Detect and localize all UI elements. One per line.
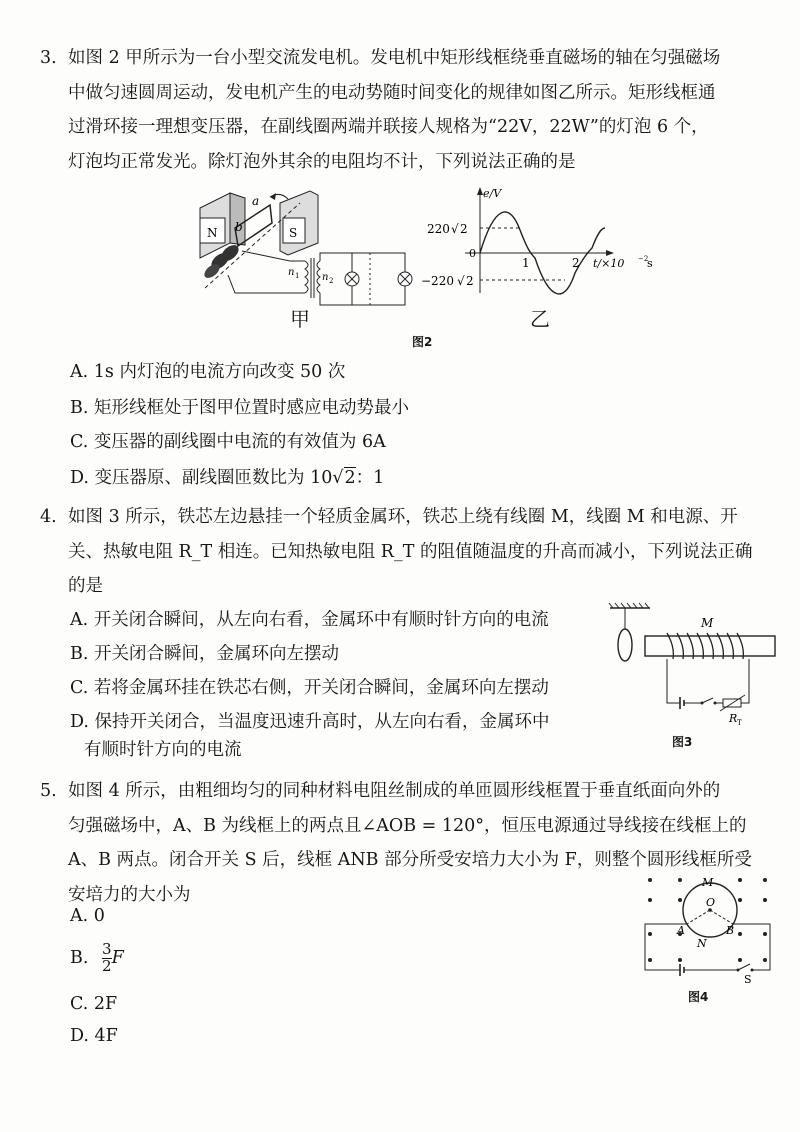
svg-text:s: s: [647, 257, 653, 270]
q5-option-b[interactable]: B. $\frac{3}{2}$ F: [70, 940, 124, 975]
svg-text:√: √: [451, 222, 459, 236]
svg-text:e/V: e/V: [483, 187, 502, 200]
label-jia: 甲: [290, 307, 310, 331]
figure-4: [630, 870, 780, 985]
svg-text:a: a: [252, 194, 260, 208]
question-3: [40, 41, 780, 179]
q4-option-d[interactable]: D. 保持开关闭合，当温度迅速升高时，从左向右看，金属环中 有顺时针方向的电流: [70, 712, 550, 760]
q4-stem: 4. 如图 3 所示，铁芯左边悬挂一个轻质金属环，铁芯上绕有线圈 M，线圈 M 和电源、开 关、热敏电阻 R_T 相连。已知热敏电阻 R_T 的阻值随温度的升高而减小，下列说法正确 的是: [40, 500, 780, 604]
figure-4-caption: 图4: [688, 990, 709, 1004]
q5-option-d[interactable]: D. 4F: [70, 1026, 118, 1046]
svg-text:b: b: [235, 220, 243, 234]
svg-text:M: M: [702, 876, 714, 889]
svg-text:T: T: [737, 719, 742, 727]
svg-text:n: n: [322, 272, 329, 283]
svg-text:√: √: [457, 274, 465, 288]
svg-text:N: N: [697, 937, 707, 950]
q3-option-a[interactable]: A. 1s 内灯泡的电流方向改变 50 次: [70, 362, 346, 382]
svg-text:1: 1: [295, 272, 300, 280]
q3-option-c[interactable]: C. 变压器的副线圈中电流的有效值为 6A: [70, 432, 386, 452]
svg-text:t/×10: t/×10: [593, 257, 625, 270]
q3-option-b[interactable]: B. 矩形线框处于图甲位置时感应电动势最小: [70, 398, 409, 418]
svg-text:0: 0: [469, 247, 476, 260]
svg-text:2: 2: [572, 256, 580, 270]
figure-2-yi: [421, 183, 665, 303]
q5-option-a[interactable]: A. 0: [70, 906, 105, 926]
figure-3: [605, 603, 785, 733]
svg-text:−220: −220: [421, 274, 454, 288]
figure-2-caption: 图2: [412, 335, 433, 349]
q5-number: 5.: [40, 781, 57, 801]
metal-ring-icon: [618, 629, 632, 661]
svg-text:R: R: [729, 712, 738, 725]
q5-option-c[interactable]: C. 2F: [70, 994, 118, 1014]
q3-option-d[interactable]: D. 变压器原、副线圈匝数比为 10√2：1: [70, 468, 385, 488]
q4-option-c[interactable]: C. 若将金属环挂在铁芯右侧，开关闭合瞬间，金属环向左摆动: [70, 678, 549, 698]
figure-3-caption: 图3: [672, 735, 693, 749]
q4-option-b[interactable]: B. 开关闭合瞬间，金属环向左摆动: [70, 644, 339, 664]
magnet-s-label: S: [289, 226, 298, 240]
magnet-n-label: N: [207, 226, 218, 240]
svg-text:2: 2: [466, 274, 474, 288]
svg-text:n: n: [288, 267, 295, 278]
q4-option-a[interactable]: A. 开关闭合瞬间，从左向右看，金属环中有顺时针方向的电流: [70, 610, 549, 630]
question-4: [40, 500, 780, 604]
q3-stem: 3. 如图 2 甲所示为一台小型交流发电机。发电机中矩形线框绕垂直磁场的轴在匀强磁场 中做匀速圆周运动，发电机产生的电动势随时间变化的规律如图乙所示。矩形线框通 过滑环接一理想变压器，在副线圈两端并联接人规格为“22V，22W”的灯泡 6 个， 灯泡均正常发光。除灯泡外其余的电阻均不计，下列说法正确的是: [40, 41, 780, 179]
svg-text:2: 2: [460, 222, 468, 236]
svg-text:2: 2: [329, 277, 334, 285]
svg-text:S: S: [744, 973, 752, 986]
svg-text:−2: −2: [638, 255, 649, 263]
q4-number: 4.: [40, 507, 57, 527]
label-yi: 乙: [530, 307, 550, 331]
svg-text:220: 220: [427, 222, 450, 236]
svg-text:M: M: [701, 616, 714, 630]
figure-2-jia: [190, 183, 430, 333]
svg-text:1: 1: [522, 256, 530, 270]
svg-text:A: A: [677, 924, 685, 937]
q5-stem: 5. 如图 4 所示，由粗细均匀的同种材料电阻丝制成的单匝圆形线框置于垂直纸面向外的 匀强磁场中，A、B 为线框上的两点且∠AOB = 120°，恒压电源通过导线接在线框上的 A、B 两点。闭合开关 S 后，线框 ANB 部分所受安培力大小为 F，则整个圆形线框所受 安培力的大小为: [40, 774, 780, 912]
q3-number: 3.: [40, 48, 57, 68]
svg-text:B: B: [726, 924, 735, 937]
svg-text:O: O: [706, 896, 716, 909]
